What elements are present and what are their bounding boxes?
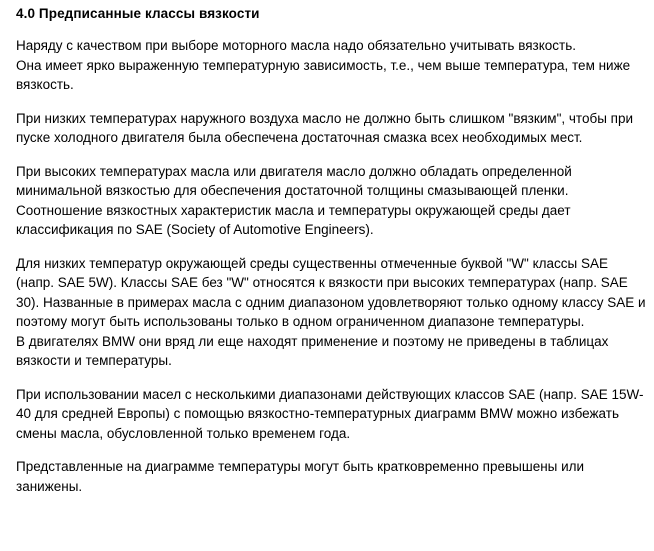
- paragraph-1: Наряду с качеством при выборе моторного масла надо обязательно учитывать вязкость. Она имеет ярко выраженную температурную зависимость, т.е., чем выше температура, тем ниже вязкость.: [16, 38, 631, 93]
- page-title: 4.0 Предписанные классы вязкости: [16, 6, 260, 21]
- paragraph-4: Для низких температур окружающей среды существенны отмеченные буквой "W" классы SAE (напр. SAE 5W). Классы SAE без "W" относятся к вязкости при высоких температурах (напр. SAE 30). Названные в примерах масла с одним диапазоном удовлетворяют только одному классу SAE и поэтому могут быть использованы только в одном ограниченном диапазоне температуры. В двигателях BMW они вряд ли еще находят применение и поэтому не приведены в таблицах вязкости и температуры.: [16, 255, 646, 369]
- paragraph-2: При низких температурах наружного воздуха масло не должно быть слишком "вязким", чтобы при пуске холодного двигателя была обеспечена достаточная смазка всех необходимых мест.: [16, 110, 634, 146]
- paragraph-3: При высоких температурах масла или двигателя масло должно обладать определенной минимальной вязкостью для обеспечения достаточной толщины смазывающей пленки. Соотношение вязкостных характеристик масла и температуры окружающей среды дает классификация по SAE (Society of Automotive Engineers).: [16, 163, 572, 238]
- paragraph-5: При использовании масел с несколькими диапазонами действующих классов SAE (напр. SAE 15W-40 для средней Европы) с помощью вязкостно-температурных диаграмм BMW можно избежать смены масла, обусловленной только временем года.: [16, 386, 644, 441]
- paragraph-6: Представленные на диаграмме температуры могут быть кратковременно превышены или занижены.: [16, 459, 585, 494]
